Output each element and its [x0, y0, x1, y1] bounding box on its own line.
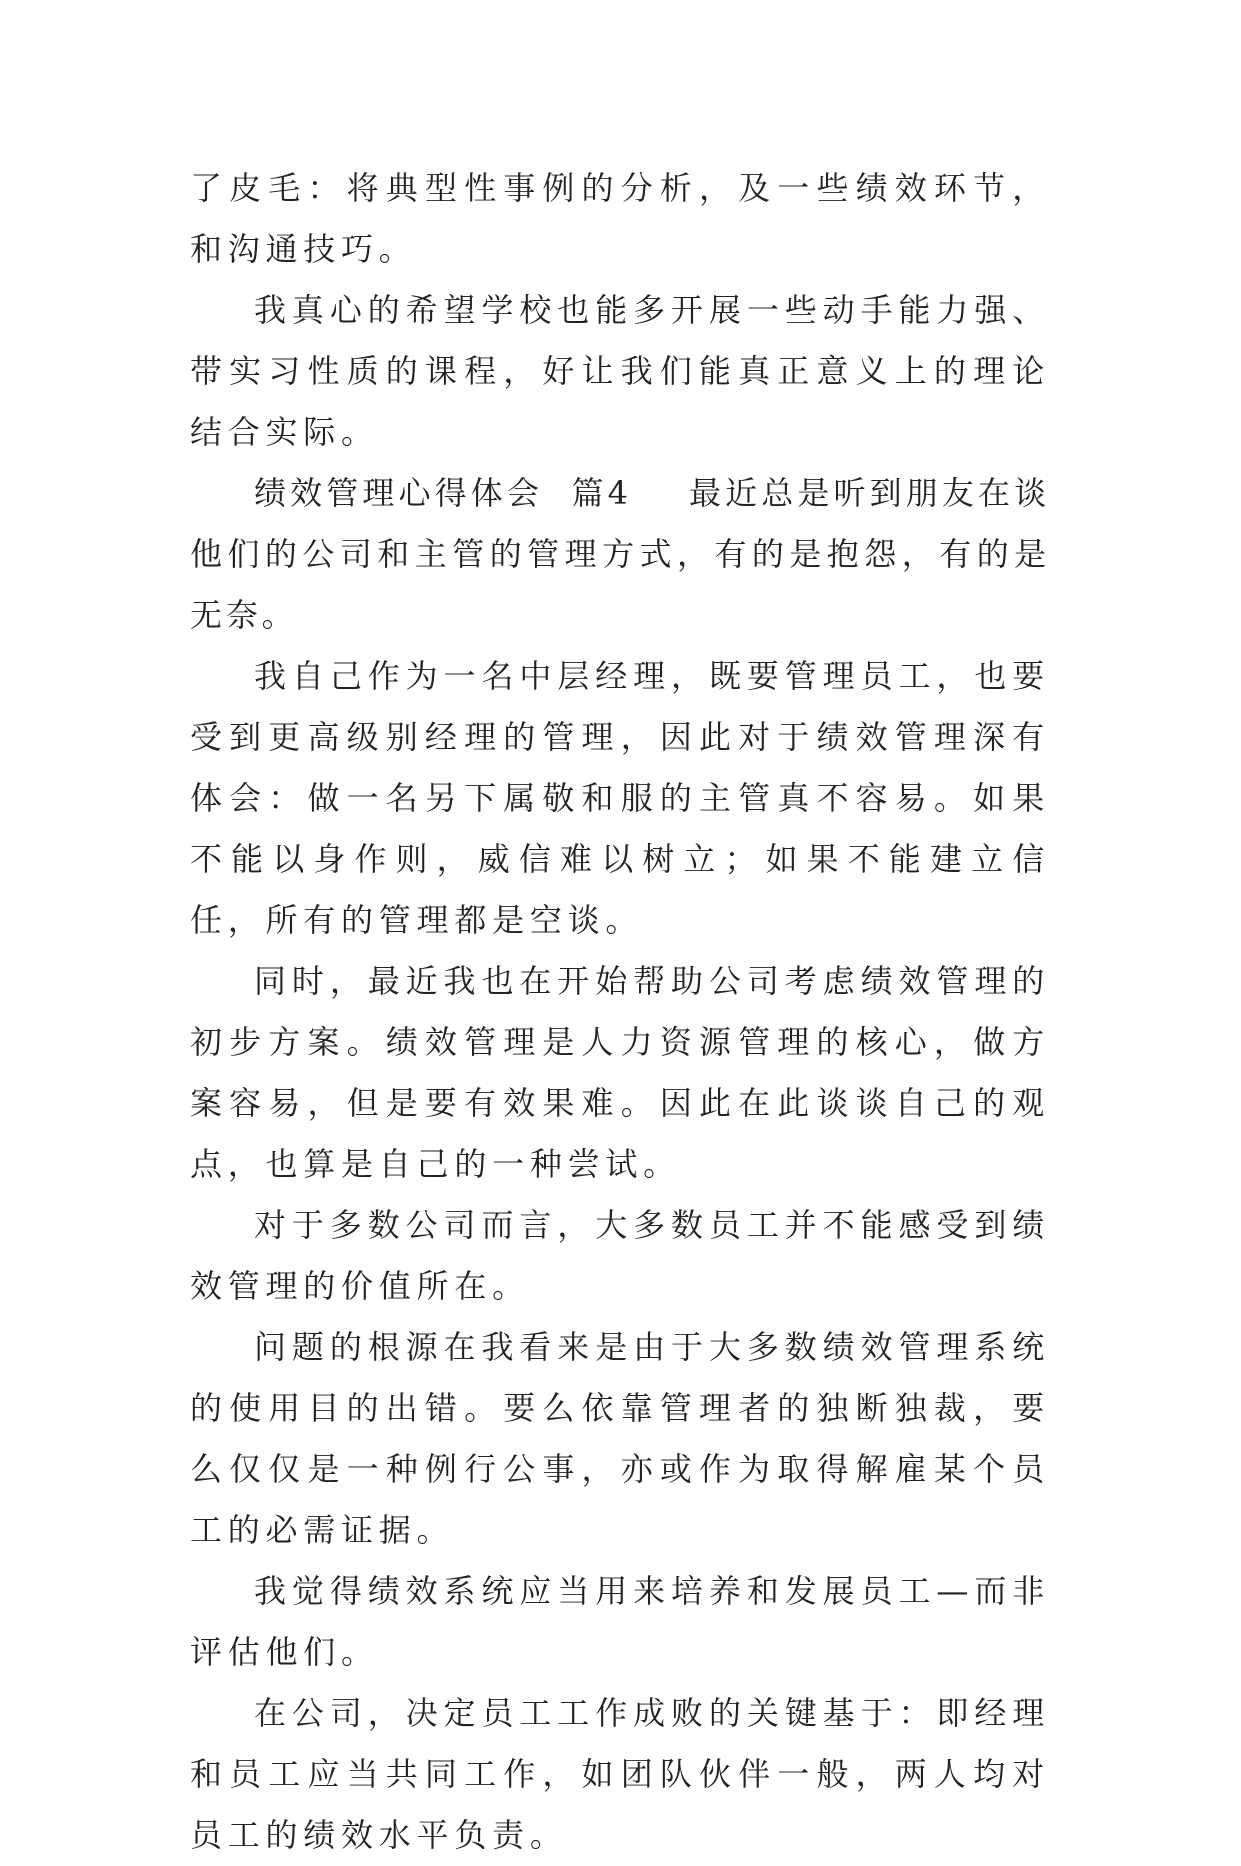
- paragraph-partnership: 在公司，决定员工工作成败的关键基于：即经理和员工应当共同工作，如团队伙伴一般，两人均对员工的绩效水平负责。: [190, 1694, 1050, 1854]
- paragraph-section-title: 绩效管理心得体会 篇4 最近总是听到朋友在谈他们的公司和主管的管理方式，有的是抱怨，有的是无奈。: [190, 474, 1050, 634]
- paragraph-continuation: 了皮毛：将典型性事例的分析，及一些绩效环节，和沟通技巧。: [190, 169, 1050, 268]
- paragraph-hope: 我真心的希望学校也能多开展一些动手能力强、带实习性质的课程，好让我们能真正意义上的理论结合实际。: [190, 291, 1050, 451]
- paragraph-value: 对于多数公司而言，大多数员工并不能感受到绩效管理的价值所在。: [190, 1206, 1050, 1305]
- document-page: [190, 158, 1050, 1866]
- paragraph-plan: 同时，最近我也在开始帮助公司考虑绩效管理的初步方案。绩效管理是人力资源管理的核心，做方案容易，但是要有效果难。因此在此谈谈自己的观点，也算是自己的一种尝试。: [190, 962, 1050, 1183]
- paragraph-develop: 我觉得绩效系统应当用来培养和发展员工—而非评估他们。: [190, 1572, 1050, 1671]
- paragraph-root-cause: 问题的根源在我看来是由于大多数绩效管理系统的使用目的出错。要么依靠管理者的独断独裁，要么仅仅是一种例行公事，亦或作为取得解雇某个员工的必需证据。: [190, 1328, 1050, 1549]
- paragraph-middle-manager: 我自己作为一名中层经理，既要管理员工，也要受到更高级别经理的管理，因此对于绩效管理深有体会：做一名另下属敬和服的主管真不容易。如果不能以身作则，威信难以树立；如果不能建立信任，所有的管理都是空谈。: [190, 657, 1050, 939]
